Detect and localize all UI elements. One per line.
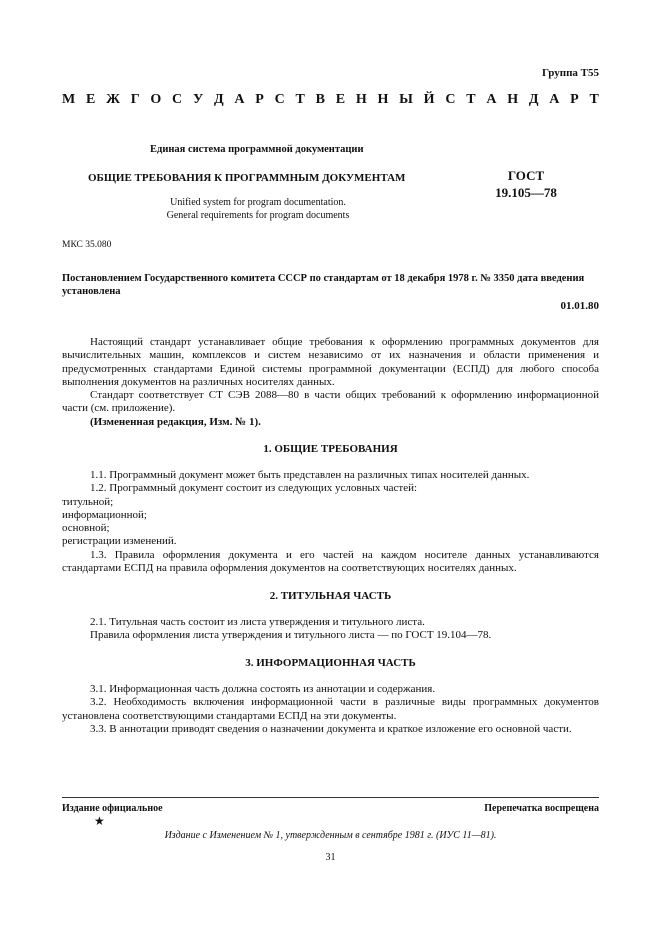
english-title: [140, 196, 376, 222]
english-title-line: Unified system for program documentation.: [170, 197, 346, 208]
banner-letter: Р: [570, 92, 579, 107]
section-heading: 3. ИНФОРМАЦИОННАЯ ЧАСТЬ: [245, 657, 416, 669]
section-1-body: [62, 469, 599, 575]
gost-designation: [487, 167, 565, 201]
banner-letter: А: [549, 92, 560, 107]
gost-label: ГОСТ: [507, 168, 545, 183]
section-2-body: [62, 616, 599, 643]
banner-letter: А: [486, 92, 497, 107]
banner-letter: С: [274, 92, 285, 107]
banner-letter: Ж: [106, 92, 120, 107]
banner-letter: Р: [255, 92, 264, 107]
banner-letter: М: [62, 92, 76, 107]
banner-letter: Т: [295, 92, 305, 107]
document-title: ОБЩИЕ ТРЕБОВАНИЯ К ПРОГРАММНЫМ ДОКУМЕНТАМ: [88, 172, 406, 184]
reprint-notice: Перепечатка воспрещена: [484, 803, 599, 814]
banner-letter: В: [315, 92, 325, 107]
clause: 2.1. Титульная часть состоит из листа утверждения и титульного листа.: [90, 616, 425, 628]
list-item: титульной;: [62, 495, 114, 508]
banner-letter: Д: [213, 92, 224, 107]
list-item: регистрации изменений.: [62, 535, 177, 548]
english-title-line: General requirements for program documents: [166, 210, 350, 221]
clause: Правила оформления листа утверждения и титульного листа — по ГОСТ 19.104—78.: [90, 629, 492, 642]
section-3-body: [62, 683, 599, 736]
banner-letter: Г: [130, 92, 140, 107]
list-item: основной;: [62, 522, 110, 535]
banner-letter: Е: [85, 92, 96, 107]
intro-paragraph: Стандарт соответствует СТ СЭВ 2088—80 в части общих требований к оформлению информационной части (см. приложение).: [62, 389, 599, 415]
revision-note: (Измененная редакция, Изм. № 1).: [90, 415, 261, 428]
banner-letter: С: [172, 92, 183, 107]
clause: 3.1. Информационная часть должна состоять из аннотации и содержания.: [90, 683, 436, 695]
clause: 1.2. Программный документ состоит из следующих условных частей:: [90, 482, 418, 495]
clause: 1.1. Программный документ может быть представлен на различных типах носителей данных.: [90, 469, 530, 481]
banner-letter: Т: [466, 92, 476, 107]
page-number: 31: [325, 852, 336, 863]
star-icon: ★: [94, 814, 105, 828]
section-heading: 2. ТИТУЛЬНАЯ ЧАСТЬ: [269, 590, 392, 602]
standard-banner: [62, 92, 599, 108]
banner-letter: А: [234, 92, 245, 107]
clause: 1.3. Правила оформления документа и его частей на каждом носителе данных устанавливаются стандартами ЕСПД на правила оформления документов на соответствующих носителях данных.: [62, 548, 599, 575]
gost-number: 19.105—78: [495, 185, 557, 200]
section-heading: 1. ОБЩИЕ ТРЕБОВАНИЯ: [263, 443, 398, 455]
banner-letter: Й: [423, 92, 435, 107]
banner-letter: У: [192, 92, 204, 107]
group-code: Группа Т55: [541, 67, 599, 79]
banner-letter: Н: [507, 92, 519, 107]
list-item: информационной;: [62, 508, 147, 521]
banner-letter: Д: [528, 92, 539, 107]
system-name: Единая система программной документации: [150, 144, 364, 155]
intro-paragraph: Настоящий стандарт устанавливает общие требования к оформлению программных документов для вычислительных машин, комплексов и систем независимо от их назначения и области применения и предусмотренных стандартами Единой системы программной документации (ЕСПД) для любого способа выполнения документов на различных носителях данных.: [62, 336, 599, 388]
banner-letter: С: [445, 92, 456, 107]
banner-letter: Ы: [399, 92, 413, 107]
banner-letter: Н: [355, 92, 367, 107]
banner-letter: Н: [377, 92, 389, 107]
banner-letter: Т: [589, 92, 599, 107]
decree-text: Постановлением Государственного комитета СССР по стандартам от 18 декабря 1978 г. № 3350 дата введения установлена: [62, 273, 585, 297]
clause: 3.3. В аннотации приводят сведения о назначении документа и краткое изложение его основной части.: [90, 722, 572, 735]
edition-note: Издание с Изменением № 1, утвержденным в сентябре 1981 г. (ИУС 11—81).: [164, 830, 497, 841]
official-edition: Издание официальное: [62, 803, 163, 814]
mks-code: МКС 35.080: [62, 240, 112, 250]
banner-letter: О: [150, 92, 162, 107]
effective-date: 01.01.80: [560, 300, 599, 312]
intro-section: [62, 336, 599, 429]
banner-letter: Е: [335, 92, 346, 107]
footer-divider: [62, 797, 599, 798]
clause: 3.2. Необходимость включения информационной части в различные виды программных документов установлена соответствующими стандартами ЕСПД на эти документы.: [62, 696, 599, 722]
